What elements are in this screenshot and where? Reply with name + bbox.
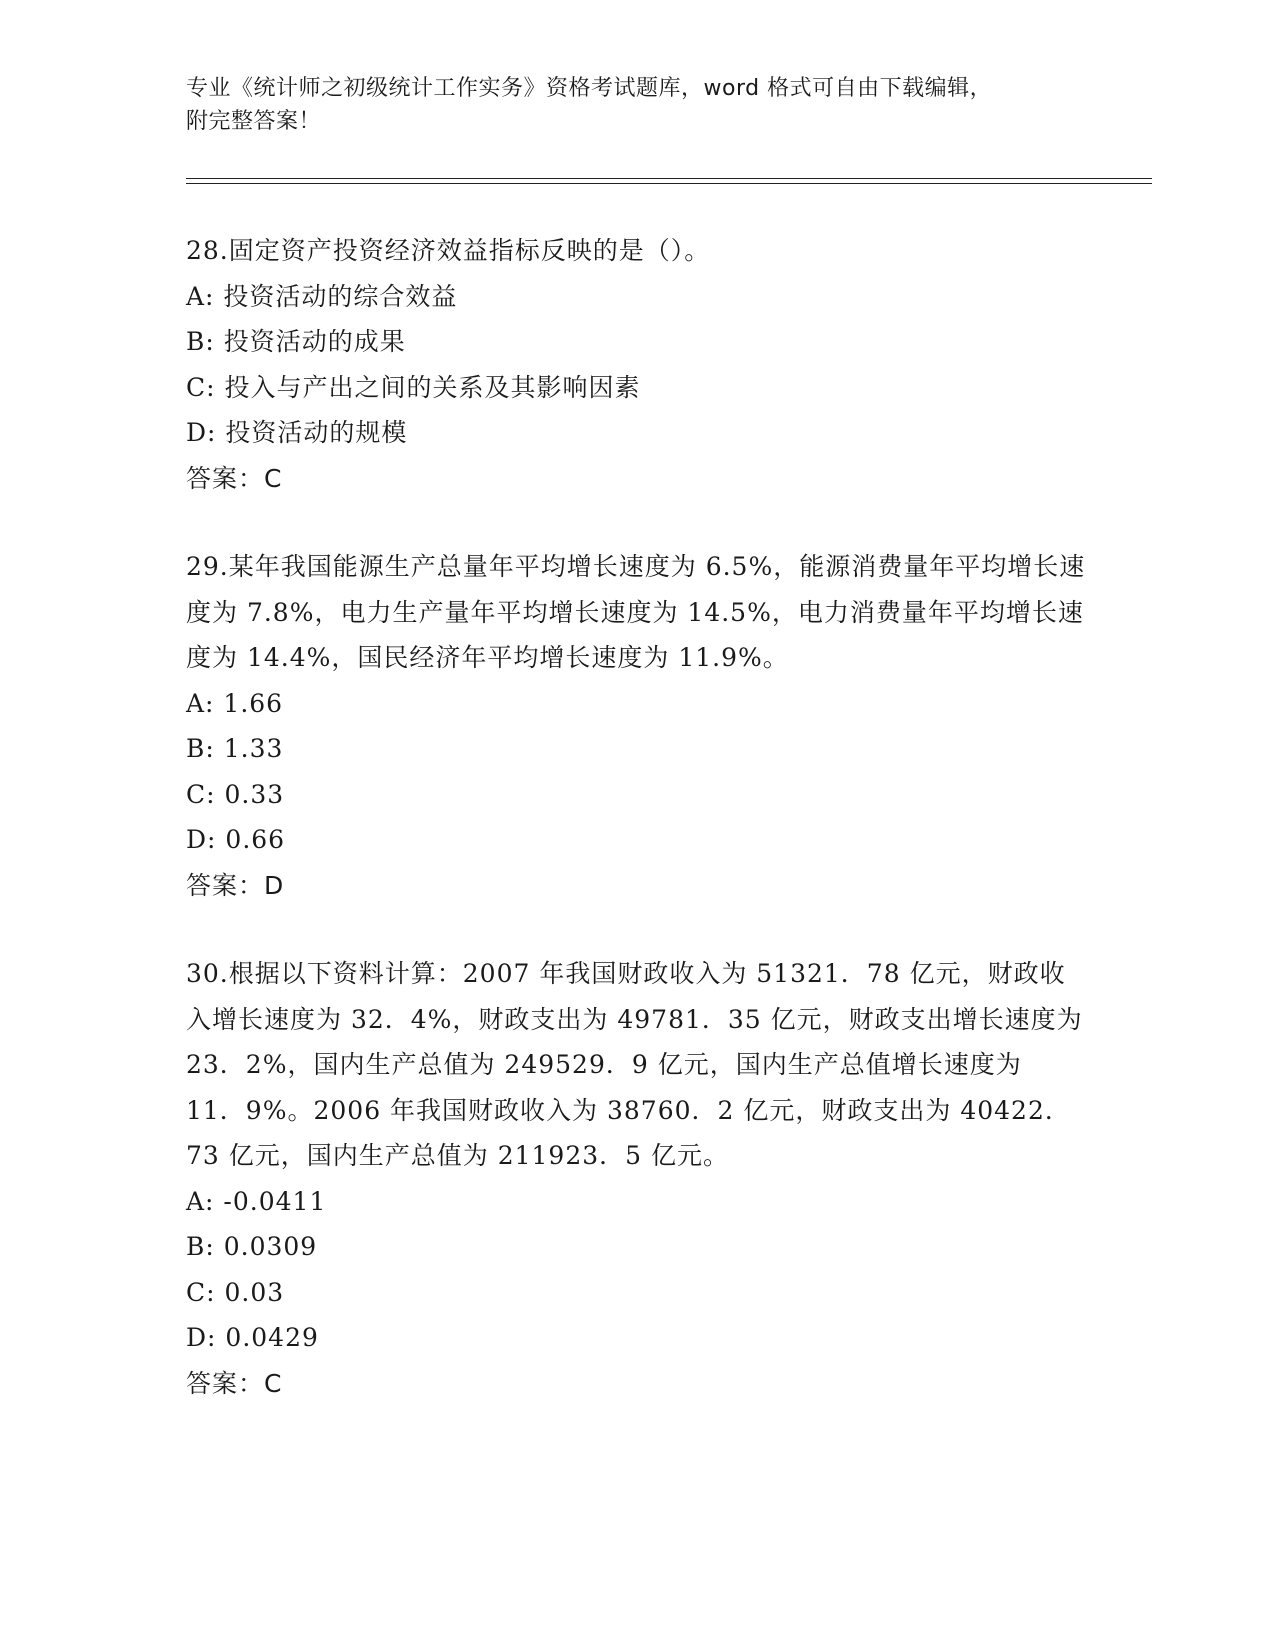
question-29 — [186, 544, 1086, 908]
option-d: D: 0.66 — [186, 825, 286, 854]
question-stem: 29.某年我国能源生产总量年平均增长速度为 6.5%，能源消费量年平均增长速度为 7.8%，电力生产量年平均增长速度为 14.5%，电力消费量年平均增长速度为 14.4%，国民经济年平均增长速度为 11.9%。 — [186, 552, 1086, 672]
option-b: B: 投资活动的成果 — [186, 327, 406, 356]
option-c: C: 0.03 — [186, 1277, 285, 1307]
option-a: A: -0.0411 — [186, 1186, 327, 1216]
question-stem: 30.根据以下资料计算：2007 年我国财政收入为 51321．78 亿元，财政收入增长速度为 32．4%，财政支出为 49781．35 亿元，财政支出增长速度为 23．2%，国内生产总值为 249529．9 亿元，国内生产总值增长速度为 11．9%。2006 年我国财政收入为 38760．2 亿元，财政支出为 40422．73 亿元，国内生产总值为 211923．5 亿元。 — [186, 959, 1092, 1170]
answer: 答案：D — [186, 870, 285, 900]
answer: 答案：C — [186, 1368, 283, 1398]
page-header — [186, 72, 1086, 138]
answer: 答案：C — [186, 463, 283, 493]
question-stem: 28.固定资产投资经济效益指标反映的是（）。 — [186, 236, 711, 265]
header-divider-top — [186, 178, 1152, 179]
option-b: B: 1.33 — [186, 734, 284, 763]
question-28 — [186, 228, 1086, 501]
header-line-1: 专业《统计师之初级统计工作实务》资格考试题库，word 格式可自由下载编辑， — [186, 76, 993, 101]
question-30 — [186, 951, 1092, 1406]
option-c: C: 0.33 — [186, 779, 285, 809]
option-d: D: 0.0429 — [186, 1323, 319, 1352]
option-d: D: 投资活动的规模 — [186, 418, 408, 447]
header-divider-bottom — [186, 183, 1152, 184]
option-a: A: 1.66 — [186, 688, 284, 718]
option-a: A: 投资活动的综合效益 — [186, 281, 458, 311]
question-list — [186, 228, 1092, 1449]
option-c: C: 投入与产出之间的关系及其影响因素 — [186, 372, 641, 402]
header-line-2: 附完整答案！ — [186, 109, 322, 134]
option-b: B: 0.0309 — [186, 1232, 318, 1261]
